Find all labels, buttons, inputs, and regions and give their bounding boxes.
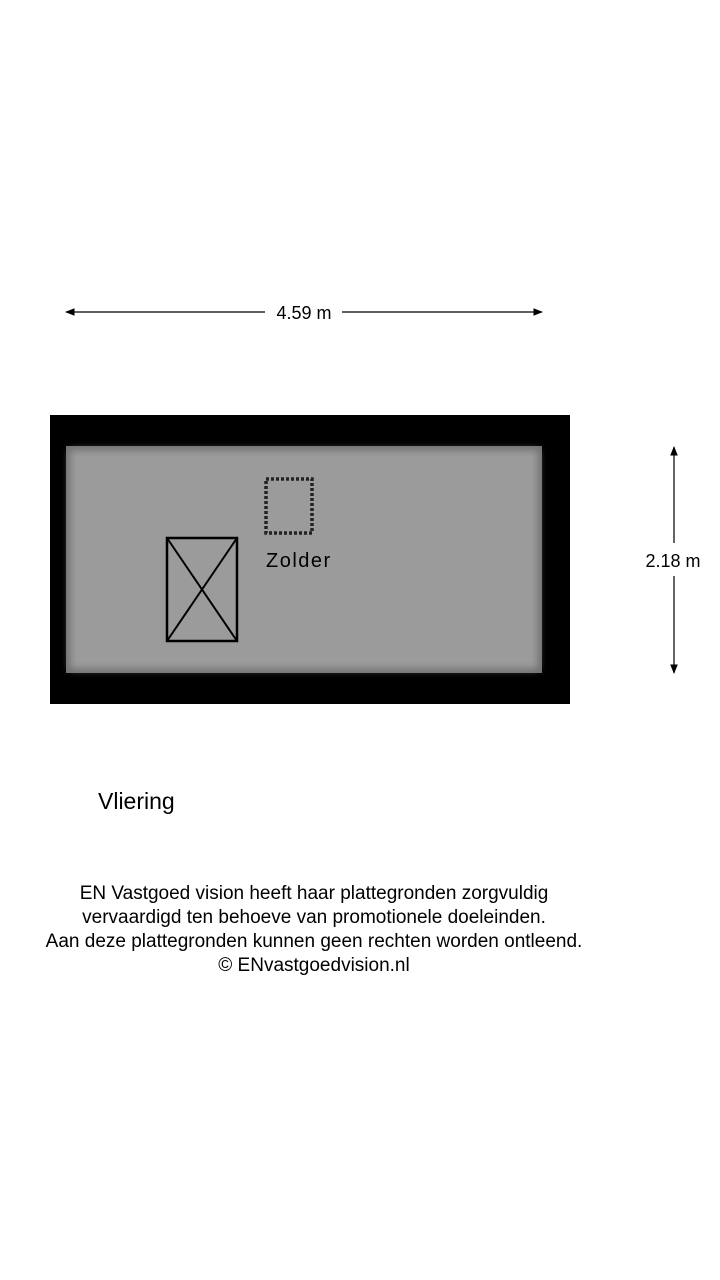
height-dimension bbox=[645, 447, 700, 673]
disclaimer bbox=[0, 882, 628, 978]
width-dimension-label: 4.59 m bbox=[276, 303, 332, 323]
disclaimer-copyright: © ENvastgoedvision.nl bbox=[218, 955, 410, 976]
room-label-zolder: Zolder bbox=[266, 550, 332, 572]
floor-name: Vliering bbox=[98, 788, 175, 814]
disclaimer-line: vervaardigd ten behoeve van promotionele doeleinden. bbox=[82, 907, 546, 928]
width-dimension bbox=[66, 303, 542, 323]
height-dimension-label: 2.18 m bbox=[645, 551, 701, 571]
disclaimer-line: EN Vastgoed vision heeft haar plattegronden zorgvuldig bbox=[79, 883, 549, 904]
disclaimer-line: Aan deze plattegronden kunnen geen rechten worden ontleend. bbox=[45, 931, 583, 952]
